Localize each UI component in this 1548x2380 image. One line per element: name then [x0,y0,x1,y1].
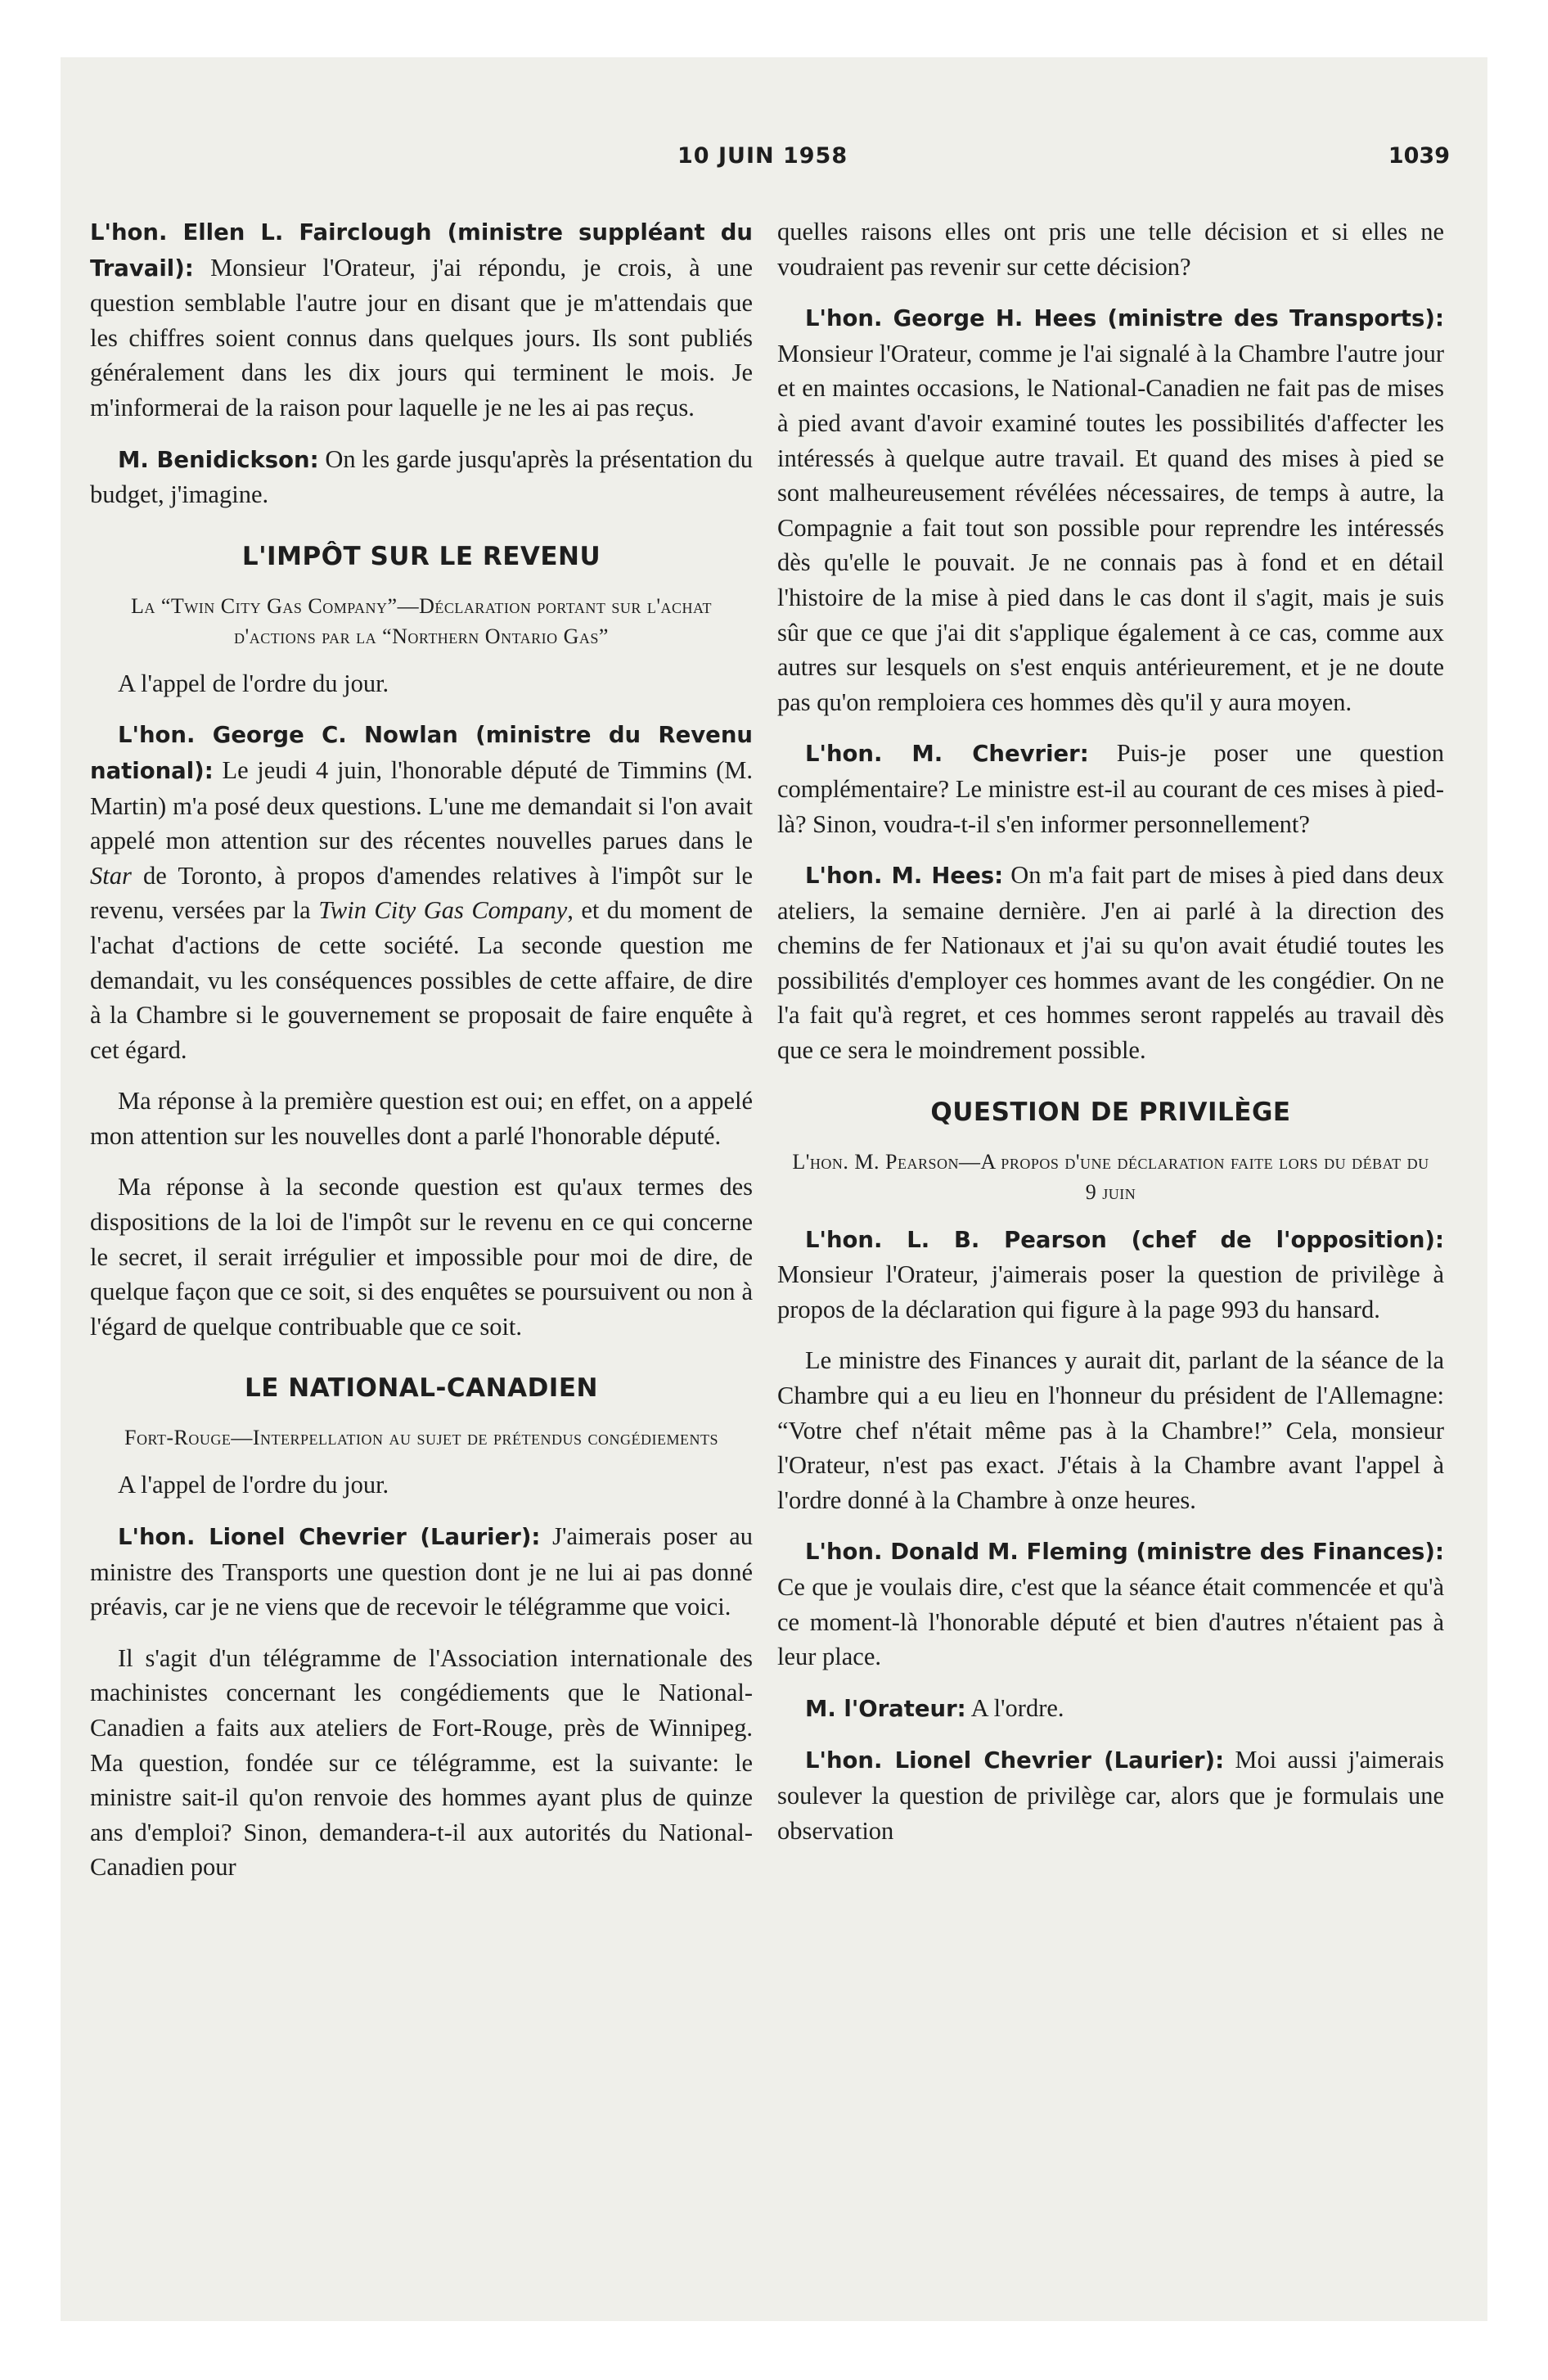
speaker-name: L'hon. Lionel Chevrier (Laurier): [805,1747,1225,1774]
speaker-name: M. Benidickson: [118,446,319,473]
paragraph: M. Benidickson: On les garde jusqu'après la présentation du budget, j'imagine. [90,444,753,509]
speaker-name: L'hon. M. Hees: [805,863,1004,890]
page-number: 1039 [1388,143,1450,169]
paragraph: M. l'Orateur: A l'ordre. [805,1693,1064,1722]
speaker-name: L'hon. Lionel Chevrier (Laurier): [118,1524,541,1551]
speaker-name: L'hon. Donald M. Fleming (ministre des Finances): [805,1539,1444,1566]
running-header [0,143,1548,184]
paragraph: A l'appel de l'ordre du jour. [118,669,389,697]
paragraph: L'hon. M. Hees: On m'a fait part de mises à pied dans deux ateliers, la semaine dernière. J'en ai parlé à la direction des chemins de fer Nationaux et j'ai su qu'on avait étudié toutes les possibilités d'employer ces hommes avant de les congédier. On ne l'a fait qu'à regret, et ces hommes seront rappelés au travail dès que ce sera le moindrement possible. [777,861,1444,1065]
section-heading: QUESTION DE PRIVILÈGE [930,1097,1291,1127]
section-heading: L'IMPÔT SUR LE REVENU [241,541,601,571]
paragraph: L'hon. M. Chevrier: Puis-je poser une question complémentaire? Le ministre est-il au courant de ces mises à pied-là? Sinon, voudra-t-il s'en informer personnellement? [777,739,1444,838]
section-subheading: La “Twin City Gas Company”—Déclaration portant sur l'achat d'actions par la “Northern Ontario Gas” [130,593,713,648]
section-subheading: L'hon. M. Pearson—A propos d'une déclaration faite lors du débat du 9 juin [792,1149,1429,1204]
paragraph: Ma réponse à la première question est oui; en effet, on a appelé mon attention sur les nouvelles dont a parlé l'honorable député. [90,1087,753,1150]
section-heading: LE NATIONAL-CANADIEN [245,1373,598,1404]
paragraph: L'hon. Ellen L. Fairclough (ministre suppléant du Travail): Monsieur l'Orateur, j'ai répondu, je crois, à une question semblable l'autre jour en disant que je m'attendais que les chiffres soient connus dans quelques jours. Ils sont publiés généralement dans les dix jours qui terminent le mois. Je m'informerai de la raison pour laquelle je ne les ai pas reçus. [90,219,753,421]
speaker-name: L'hon. M. Chevrier: [805,741,1089,768]
paragraph: L'hon. Lionel Chevrier (Laurier): J'aimerais poser au ministre des Transports une question dont je ne lui ai pas donné préavis, car je ne viens que de recevoir le télégramme que voici. [90,1522,753,1621]
paragraph: L'hon. George H. Hees (ministre des Transports): Monsieur l'Orateur, comme je l'ai signalé à la Chambre l'autre jour et en maintes occasions, le National-Canadien ne fait pas de mises à pied avant d'avoir examiné toutes les possibilités d'affecter les intéressés à quelque autre travail. Et quand des mises à pied se sont malheureusement révélées nécessaires, de temps à autre, la Compagnie a fait tout son possible pour reprendre les intéressés dès qu'elle le pouvait. Je ne connais pas à fond et en détail l'histoire de la mise à pied dans le cas dont il s'agit, mais je suis sûr que ce que j'ai dit s'applique également à ce cas, comme aux autres sur lesquels on s'est enquis antérieurement, et je ne doute pas qu'on remploiera ces hommes dès qu'il y aura moyen. [777,305,1444,716]
paragraph: L'hon. Donald M. Fleming (ministre des Finances): Ce que je voulais dire, c'est que la séance était commencée et qu'à ce moment-là l'honorable député et bien d'autres n'étaient pas à leur place. [777,1539,1444,1671]
speaker-name: L'hon. George C. Nowlan (ministre du Revenu national): [90,722,753,784]
paragraph: L'hon. L. B. Pearson (chef de l'opposition): Monsieur l'Orateur, j'aimerais poser la question de privilège à propos de la déclaration qui figure à la page 993 du hansard. [777,1226,1444,1323]
right-column [777,214,1444,1864]
left-column [90,214,753,1901]
paragraph: quelles raisons elles ont pris une telle décision et si elles ne voudraient pas revenir sur cette décision? [777,218,1444,281]
paragraph: L'hon. Lionel Chevrier (Laurier): Moi aussi j'aimerais soulever la question de privilège car, alors que je formulais une observation [777,1746,1444,1845]
speaker-name: M. l'Orateur: [805,1695,966,1722]
speaker-name: L'hon. Ellen L. Fairclough (ministre suppléant du Travail): [90,219,753,282]
paragraph: Le ministre des Finances y aurait dit, parlant de la séance de la Chambre qui a eu lieu en l'honneur du président de l'Allemagne: “Votre chef n'était même pas à la Chambre!” Cela, monsieur l'Orateur, n'est pas exact. J'étais à la Chambre avant l'appel à l'ordre donné à la Chambre à onze heures. [777,1346,1444,1514]
paragraph: A l'appel de l'ordre du jour. [118,1471,389,1499]
speaker-name: L'hon. L. B. Pearson (chef de l'opposition): [805,1226,1444,1253]
paragraph: L'hon. George C. Nowlan (ministre du Revenu national): Le jeudi 4 juin, l'honorable député de Timmins (M. Martin) m'a posé deux questions. L'une me demandait si l'on avait appelé mon attention sur des récentes nouvelles parues dans le Star de Toronto, à propos d'amendes relatives à l'impôt sur le revenu, versées par la Twin City Gas Company, et du moment de l'achat d'actions de cette société. La seconde question me demandait, vu les conséquences possibles de cette affaire, de dire à la Chambre si le gouvernement se proposait de faire enquête à cet égard. [90,722,753,1064]
speaker-name: L'hon. George H. Hees (ministre des Transports): [805,305,1444,332]
paragraph: Il s'agit d'un télégramme de l'Association internationale des machinistes concernant les congédiements que le National-Canadien a faits aux ateliers de Fort-Rouge, près de Winnipeg. Ma question, fondée sur ce télégramme, est la suivante: le ministre sait-il qu'on renvoie des hommes ayant plus de quinze ans d'emploi? Sinon, demandera-t-il aux autorités du National-Canadien pour [90,1643,753,1882]
paragraph: Ma réponse à la seconde question est qu'aux termes des dispositions de la loi de l'impôt sur le revenu en ce qui concerne le secret, il serait irrégulier et impossible pour moi de dire, de quelque façon que ce soit, si des enquêtes se poursuivent ou non à l'égard de quelque contribuable que ce soit. [90,1173,753,1341]
section-subheading: Fort-Rouge—Interpellation au sujet de prétendus congédiements [124,1426,718,1450]
header-date: 10 JUIN 1958 [677,143,848,169]
